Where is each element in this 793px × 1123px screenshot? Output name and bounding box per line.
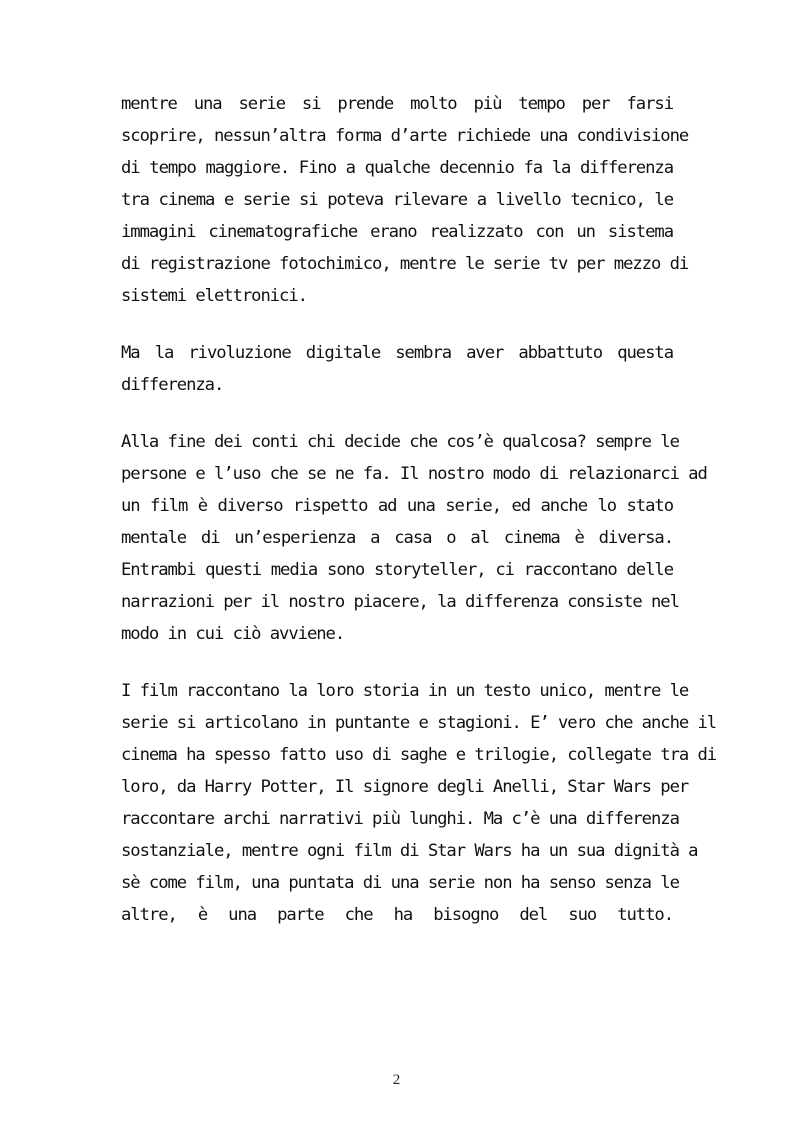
text-line: scoprire, nessun’altra forma d’arte richiede una condivisione	[121, 126, 689, 146]
page-body	[121, 88, 717, 956]
text-line: modo in cui ciò avviene.	[121, 624, 345, 644]
text-line: raccontare archi narrativi più lunghi. Ma c’è una differenza	[121, 809, 679, 829]
paragraph-1	[121, 88, 689, 312]
text-line: sistemi elettronici.	[121, 286, 307, 306]
paragraph-4	[121, 675, 717, 931]
page-number: 2	[392, 1072, 401, 1088]
text-line: mentale di un’esperienza a casa o al cinema è diversa.	[121, 528, 673, 548]
text-line: Alla fine dei conti chi decide che cos’è qualcosa? sempre le	[121, 432, 679, 452]
text-line: mentre una serie si prende molto più tempo per farsi	[121, 94, 673, 114]
text-line: I film raccontano la loro storia in un testo unico, mentre le	[121, 681, 689, 701]
text-line: serie si articolano in puntante e stagioni. E’ vero che anche il	[121, 713, 717, 733]
text-line: cinema ha spesso fatto uso di saghe e trilogie, collegate tra di	[121, 745, 717, 765]
text-line: un film è diverso rispetto ad una serie, ed anche lo stato	[121, 496, 673, 516]
text-line: Entrambi questi media sono storyteller, ci raccontano delle	[121, 560, 673, 580]
text-line: sostanziale, mentre ogni film di Star Wars ha un sua dignità a	[121, 841, 698, 861]
paragraph-2	[121, 337, 673, 401]
text-line: altre, è una parte che ha bisogno del suo tutto.	[121, 905, 673, 925]
text-line: persone e l’uso che se ne fa. Il nostro modo di relazionarci ad	[121, 464, 707, 484]
text-line: differenza.	[121, 375, 224, 395]
text-line: Ma la rivoluzione digitale sembra aver abbattuto questa	[121, 343, 673, 363]
text-line: immagini cinematografiche erano realizzato con un sistema	[121, 222, 673, 242]
text-line: loro, da Harry Potter, Il signore degli Anelli, Star Wars per	[121, 777, 689, 797]
text-line: di tempo maggiore. Fino a qualche decennio fa la differenza	[121, 158, 673, 178]
text-line: narrazioni per il nostro piacere, la differenza consiste nel	[121, 592, 679, 612]
paragraph-3	[121, 426, 707, 650]
text-line: tra cinema e serie si poteva rilevare a livello tecnico, le	[121, 190, 673, 210]
text-line: sè come film, una puntata di una serie non ha senso senza le	[121, 873, 679, 893]
text-line: di registrazione fotochimico, mentre le serie tv per mezzo di	[121, 254, 689, 274]
